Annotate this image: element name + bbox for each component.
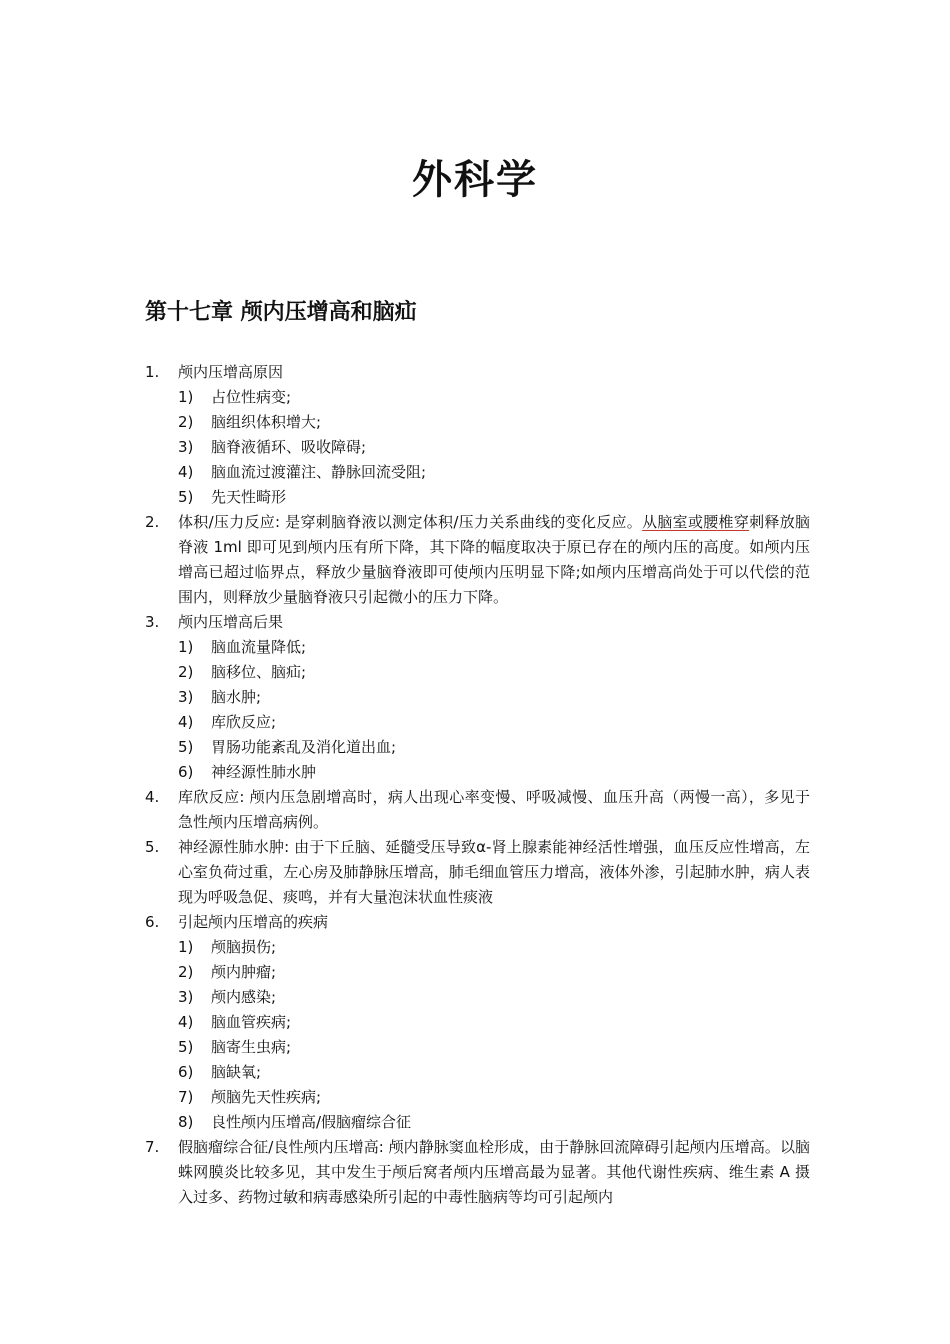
sub-item-text: 脑移位、脑疝; bbox=[211, 663, 307, 681]
sub-item bbox=[178, 1085, 810, 1110]
sub-item-text: 占位性病变; bbox=[211, 388, 292, 406]
list-item bbox=[145, 510, 810, 610]
chapter-heading: 第十七章 颅内压增高和脑疝 bbox=[145, 300, 417, 325]
sub-item bbox=[178, 735, 810, 760]
sub-item bbox=[178, 485, 810, 510]
sub-item bbox=[178, 985, 810, 1010]
sub-item-number: 2) bbox=[178, 663, 194, 681]
list-item bbox=[145, 835, 810, 910]
item-text: 库欣反应: 颅内压急剧增高时，病人出现心率变慢、呼吸减慢、血压升高（两慢一高），多见于急性颅内压增高病例。 bbox=[178, 788, 810, 831]
sub-item-text: 脑寄生虫病; bbox=[211, 1038, 292, 1056]
sub-item-text: 脑水肿; bbox=[211, 688, 262, 706]
item-text: 颅内压增高原因 bbox=[178, 363, 284, 381]
list-item bbox=[145, 910, 810, 1135]
sub-item-text: 颅内感染; bbox=[211, 988, 277, 1006]
item-number: 1. bbox=[145, 363, 160, 381]
sub-list bbox=[178, 635, 810, 785]
numbered-list bbox=[145, 360, 810, 1210]
sub-item bbox=[178, 660, 810, 685]
item-text: 颅内压增高后果 bbox=[178, 613, 284, 631]
item-number: 5. bbox=[145, 838, 160, 856]
sub-item-text: 先天性畸形 bbox=[211, 488, 287, 506]
sub-item-number: 7) bbox=[178, 1088, 194, 1106]
sub-item bbox=[178, 435, 810, 460]
sub-item-number: 3) bbox=[178, 988, 194, 1006]
sub-item bbox=[178, 960, 810, 985]
item-text-part: 体积/压力反应: 是穿刺脑脊液以测定体积/压力关系曲线的变化反应。 bbox=[178, 513, 643, 531]
item-text: 假脑瘤综合征/良性颅内压增高: 颅内静脉窦血栓形成，由于静脉回流障碍引起颅内压增高。以脑蛛网膜炎比较多见，其中发生于颅后窝者颅内压增高最为显著。其他代谢性疾病、维生素 A 摄入过多、药物过敏和病毒感染所引起的中毒性脑病等均可引起颅内 bbox=[178, 1138, 810, 1206]
sub-item bbox=[178, 1035, 810, 1060]
sub-item-number: 1) bbox=[178, 638, 194, 656]
sub-item-number: 1) bbox=[178, 938, 194, 956]
sub-item bbox=[178, 385, 810, 410]
sub-item-text: 脑脊液循环、吸收障碍; bbox=[211, 438, 367, 456]
item-text: 神经源性肺水肿: 由于下丘脑、延髓受压导致α-肾上腺素能神经活性增强，血压反应性增高，左心室负荷过重，左心房及肺静脉压增高，肺毛细血管压力增高，液体外渗，引起肺水肿，病人表现为呼吸急促、痰鸣，并有大量泡沫状血性痰液 bbox=[178, 838, 810, 906]
sub-item-number: 6) bbox=[178, 1063, 194, 1081]
sub-item-number: 5) bbox=[178, 738, 194, 756]
sub-item-text: 库欣反应; bbox=[211, 713, 277, 731]
item-text bbox=[178, 510, 810, 610]
list-item bbox=[145, 610, 810, 785]
sub-item-text: 脑组织体积增大; bbox=[211, 413, 322, 431]
sub-item-text: 胃肠功能紊乱及消化道出血; bbox=[211, 738, 397, 756]
sub-item bbox=[178, 760, 810, 785]
sub-item-text: 颅内肿瘤; bbox=[211, 963, 277, 981]
sub-item bbox=[178, 1010, 810, 1035]
item-text-part: 刺释放脑脊液 1ml 即可见到颅内压有所下降，其下降的幅度取决于原已存在的颅内压的高度。如颅内压增高已超过临界点，释放少量脑脊液即可使颅内压明显下降;如颅内压增高尚处于可以代偿的范围内，则释放少量脑脊液只引起微小的压力下降。 bbox=[178, 513, 810, 606]
sub-item bbox=[178, 410, 810, 435]
sub-item-text: 神经源性肺水肿 bbox=[211, 763, 317, 781]
sub-item-text: 颅脑损伤; bbox=[211, 938, 277, 956]
sub-item-number: 3) bbox=[178, 438, 194, 456]
sub-item bbox=[178, 460, 810, 485]
sub-item-number: 8) bbox=[178, 1113, 194, 1131]
item-number: 3. bbox=[145, 613, 160, 631]
underlined-phrase: 从脑室或腰椎穿 bbox=[642, 513, 750, 531]
sub-item-text: 脑血流过渡灌注、静脉回流受阻; bbox=[211, 463, 427, 481]
list-item bbox=[145, 360, 810, 510]
sub-item-number: 1) bbox=[178, 388, 194, 406]
sub-item-number: 2) bbox=[178, 963, 194, 981]
item-number: 7. bbox=[145, 1138, 160, 1156]
sub-item-text: 脑血流量降低; bbox=[211, 638, 307, 656]
sub-item bbox=[178, 635, 810, 660]
item-text: 引起颅内压增高的疾病 bbox=[178, 913, 329, 931]
sub-item-number: 5) bbox=[178, 1038, 194, 1056]
item-number: 6. bbox=[145, 913, 160, 931]
item-number: 2. bbox=[145, 513, 160, 531]
sub-item-number: 4) bbox=[178, 713, 194, 731]
sub-item bbox=[178, 1110, 810, 1135]
sub-item-text: 脑血管疾病; bbox=[211, 1013, 292, 1031]
list-item bbox=[145, 785, 810, 835]
sub-item-number: 4) bbox=[178, 463, 194, 481]
sub-item bbox=[178, 1060, 810, 1085]
list-item bbox=[145, 1135, 810, 1210]
item-number: 4. bbox=[145, 788, 160, 806]
sub-list bbox=[178, 385, 810, 510]
sub-item-text: 良性颅内压增高/假脑瘤综合征 bbox=[211, 1113, 412, 1131]
sub-item bbox=[178, 710, 810, 735]
sub-item-number: 3) bbox=[178, 688, 194, 706]
sub-list bbox=[178, 935, 810, 1135]
sub-item-number: 5) bbox=[178, 488, 194, 506]
sub-item-number: 4) bbox=[178, 1013, 194, 1031]
sub-item-text: 脑缺氧; bbox=[211, 1063, 262, 1081]
sub-item-number: 6) bbox=[178, 763, 194, 781]
sub-item-text: 颅脑先天性疾病; bbox=[211, 1088, 322, 1106]
sub-item bbox=[178, 685, 810, 710]
sub-item bbox=[178, 935, 810, 960]
sub-item-number: 2) bbox=[178, 413, 194, 431]
document-title: 外科学 bbox=[412, 157, 538, 203]
